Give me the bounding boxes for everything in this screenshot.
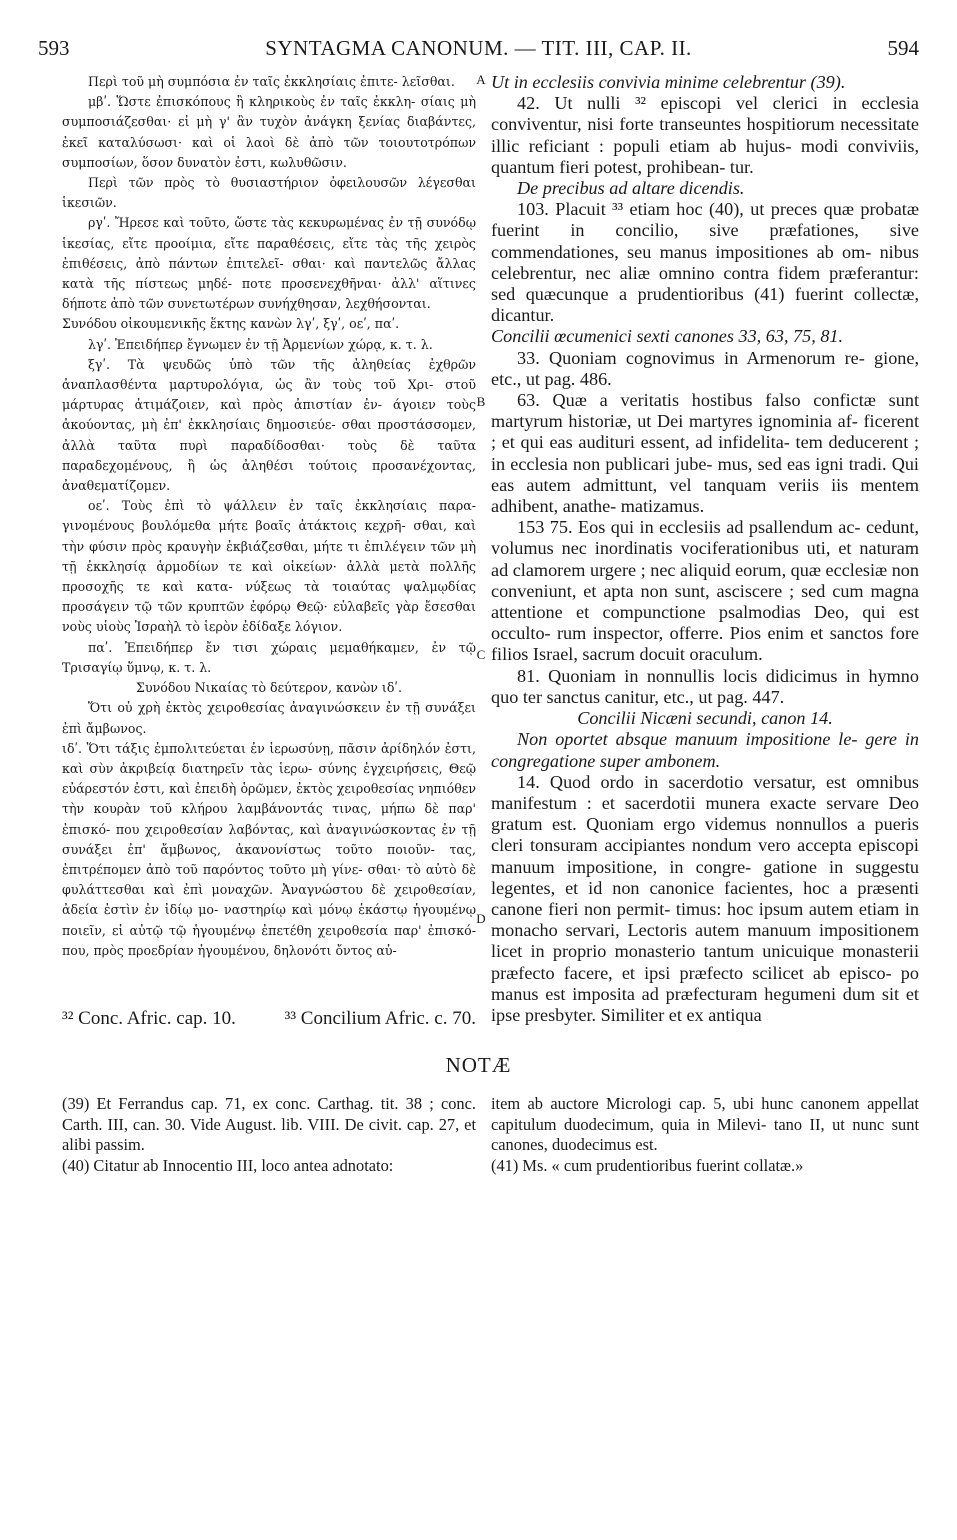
page-number-right: 594	[887, 36, 919, 60]
greek-paragraph: οεʹ. Τοὺς ἐπὶ τὸ ψάλλειν ἐν ταῖς ἐκκλησίαις παρα- γινομένους βουλόμεθα μήτε βοαῖς ἀτάκτοις κεχρῆ- σθαι, καὶ τὴν φύσιν πρὸς κραυγὴν ἐκβιάζεσθαι, μήτε τι ἐπιλέγειν τῶν μὴ τῇ ἐκκλησίᾳ ἁρμοδίων τε καὶ οἰκείων· ἀλλὰ μετὰ πολλῆς προσοχῆς τε καὶ κατα- νύξεως τὰ τοιαύτας ψαλμῳδίας προσάγειν τῷ τῶν κρυπτῶν ἐφόρῳ Θεῷ· εὐλαβεῖς γὰρ ἔσεσθαι νοὺς υἱοὺς Ἰσραὴλ τὸ ἱερὸν ἐδίδαξε λόγιον.	[62, 498, 476, 635]
footnote-32: ³² Conc. Afric. cap. 10.	[62, 1008, 236, 1029]
latin-paragraph: 103. Placuit ³³ etiam hoc (40), ut preces quæ probatæ fuerint in concilio, sive præfationes, sive commendationes, seu manus impositiones ab om- nibus celebrentur, nec aliæ omnino contra fidem præferantur: sed quæcunque a prudentioribus (41) fuerint collectæ, dicantur.	[491, 199, 919, 326]
latin-paragraph: De precibus ad altare dicendis.	[517, 178, 745, 199]
latin-paragraph: 33. Quoniam cognovimus in Armenorum re- gione, etc., ut pag. 486.	[491, 347, 919, 389]
notes-left-column	[62, 1094, 476, 1176]
greek-paragraph: παʹ. Ἐπειδήπερ ἔν τισι χώραις μεμαθήκαμεν, ἐν τῷ Τρισαγίῳ ὕμνῳ, κ. τ. λ.	[62, 639, 476, 675]
greek-paragraph: Συνόδου οἰκουμενικῆς ἕκτης κανὼν λγʹ, ξγʹ, οεʹ, παʹ.	[62, 316, 400, 332]
greek-paragraph: Συνόδου Νικαίας τὸ δεύτερον, κανὼν ιδʹ.	[136, 680, 402, 696]
greek-paragraph: Ὅτι οὐ χρὴ ἐκτὸς χειροθεσίας ἀναγινώσκειν ἐν τῇ συνάξει ἐπὶ ἄμβωνος.	[62, 700, 476, 736]
latin-paragraph: Ut in ecclesiis convivia minime celebrentur (39).	[491, 72, 846, 92]
greek-paragraph: ξγʹ. Τὰ ψευδῶς ὑπὸ τῶν τῆς ἀληθείας ἐχθρῶν ἀναπλασθέντα μαρτυρολόγια, ὡς ἂν τοὺς τοῦ Χρι- στοῦ μάρτυρας ἀτιμάζοιεν, καὶ πρὸς ἀπιστίαν ἐν- άγοιεν τοὺς ἀκούοντας, μὴ ἐπ' ἐκκλησίαις δημοσιεύε- σθαι προστάσσομεν, ἀλλὰ ταῦτα πυρὶ παραδίδοσθαι· τοὺς δὲ ταῦτα παραδεχομένους, ἢ ὡς ἀληθέσι τούτοις προσανέχοντας, ἀναθεματίζομεν.	[62, 356, 476, 494]
note-paragraph: item ab auctore Micrologi cap. 5, ubi hunc canonem appellat capitulum duodecimum, quia in Milevi- tano II, ut nunc sunt canones, duodecimus est.	[491, 1094, 919, 1154]
note-paragraph: (39) Et Ferrandus cap. 71, ex conc. Carthag. tit. 38 ; conc. Carth. III, can. 30. Vide August. lib. VIII. De civit. cap. 27, et alibi passim.	[62, 1094, 476, 1154]
margin-marker-b: B	[476, 394, 486, 409]
note-paragraph: (40) Citatur ab Innocentio III, loco antea adnotato:	[62, 1155, 394, 1175]
greek-paragraph: μβʹ. Ὥστε ἐπισκόπους ἢ κληρικοὺς ἐν ταῖς ἐκκλη- σίαις μὴ συμποσιάζεσθαι· εἰ μὴ γ' ἂν τυχὸν ἀνάγκη ξενίας διαβάντες, ἐκεῖ καταλύσωσι· καὶ οἱ λαοὶ δὲ ἀπὸ τῶν τοιουτοτρόπων συμποσίων, ὅσον δυνατὸν ἐστι, κωλυθῶσιν.	[62, 94, 476, 170]
page-number-left: 593	[38, 36, 70, 60]
latin-paragraph: 153 75. Eos qui in ecclesiis ad psallendum ac- cedunt, volumus nec inordinatis vociferationibus uti, et naturam ad clamorem urgere ; nec aliquid eorum, quæ ecclesiæ non conveniunt, et apta non sunt, asciscere ; sed cum magna attentione et compunctione psalmodias Deo, qui est occulto- rum inspector, offerre. Pios enim et sanctos fore filios Israel, sacrum docuit oraculum.	[491, 517, 919, 665]
latin-paragraph: Concilii œcumenici sexti canones 33, 63, 75, 81.	[491, 326, 844, 347]
greek-paragraph: Περὶ τῶν πρὸς τὸ θυσιαστήριον ὀφειλουσῶν λέγεσθαι ἱκεσιῶν.	[62, 175, 476, 211]
latin-paragraph: 81. Quoniam in nonnullis locis didicimus in hymno quo ter sanctus canitur, etc., ut pag. 447.	[491, 665, 919, 707]
greek-paragraph: Περὶ τοῦ μὴ συμπόσια ἐν ταῖς ἐκκλησίαις ἐπιτε- λεῖσθαι.	[88, 74, 455, 89]
footnote-33: ³³ Concilium Afric. c. 70.	[284, 1008, 476, 1029]
latin-column	[491, 72, 919, 1026]
latin-paragraph: Non oportet absque manuum impositione le- gere in congregatione super ambonem.	[491, 729, 919, 771]
latin-paragraph: Concilii Nicæni secundi, canon 14.	[577, 708, 833, 729]
page-header	[38, 36, 919, 62]
notes-right-column	[491, 1094, 919, 1176]
greek-column	[62, 72, 476, 961]
footnotes	[62, 1008, 922, 1030]
greek-paragraph: λγʹ. Ἐπειδήπερ ἔγνωμεν ἐν τῇ Ἀρμενίων χώρᾳ, κ. τ. λ.	[88, 336, 433, 352]
greek-paragraph: ργʹ. Ἤρεσε καὶ τοῦτο, ὥστε τὰς κεκυρωμένας ἐν τῇ συνόδῳ ἱκεσίας, εἴτε προοίμια, εἴτε παραθέσεις, εἴτε τὰς τῆς χειρὸς ἐπιθέσεις, ἀπὸ πάντων ἐπιτελεῖ- σθαι· καὶ παντελῶς ἄλλας κατὰ τῆς πίστεως μηδέ- ποτε προσενεχθῆναι· ἀλλ' αἵτινες δήποτε ἀπὸ τῶν συνετωτέρων συνήχθησαν, λεχθήσονται.	[62, 215, 476, 312]
margin-marker-d: D	[476, 911, 486, 926]
greek-paragraph: ιδʹ. Ὅτι τάξις ἐμπολιτεύεται ἐν ἱερωσύνῃ, πᾶσιν ἀρίδηλόν ἐστι, καὶ σὺν ἀκριβείᾳ διατηρεῖν τὰς ἱερω- σύνης ἐγχειρήσεις, Θεῷ εὐάρεστόν ἐστι, καὶ ἐπειδὴ ὁρῶμεν, ἐκτὸς χειροθεσίας νηπιόθεν τὴν κουρὰν τοῦ κλήρου λαμβάνοντάς τινας, μήπω δὲ παρ' ἐπισκό- που χειροθεσίαν λαβόντας, καὶ ἀναγινώσκοντας ἐν τῇ συνάξει ἐπ' ἄμβωνος, ἀκανονίστως τοῦτο ποιοῦν- τας, ἐπιτρέπομεν ἀπὸ τοῦ παρόντος τοῦτο μὴ γίνε- σθαι· τὸ αὐτὸ δὲ φυλάττεσθαι καὶ ἐπὶ μοναχῶν. Ἀναγνώστου δὲ χειροθεσίαν, ἀδεία ἐστὶν ἐν ἰδίῳ μο- ναστηρίῳ καὶ μόνῳ ἑκάστῳ ἡγουμένῳ ποιεῖν, εἰ αὐτῷ τῷ ἡγουμένῳ ἐπετέθη χειροθεσία παρ' ἐπισκό- που, πρὸς προεδρίαν ἡγουμένου, δηλονότι ὄντος αὐ-	[62, 740, 476, 958]
note-paragraph: (41) Ms. « cum prudentioribus fuerint collatæ.»	[491, 1155, 804, 1175]
notae-heading: NOTÆ	[445, 1053, 512, 1077]
running-title: SYNTAGMA CANONUM. — TIT. III, CAP. II.	[265, 36, 692, 60]
margin-marker-c: C	[476, 647, 486, 662]
latin-paragraph: 63. Quæ a veritatis hostibus falso confictæ sunt martyrum historiæ, ut Dei martyres ignominia af- ficerent ; et qui eas audituri essent, ad infidelita- tem deducerent ; in ecclesia non publicari jube- mus, sed eas igni tradi. Qui eas autem admittunt, vel tanquam veriis iis mentem adhibent, anathe- matizamus.	[491, 390, 919, 517]
latin-paragraph: 42. Ut nulli ³² episcopi vel clerici in ecclesia conviventur, nisi forte transeuntes hospitiorum necessitate illic reficiant : populi etiam ab hujus- modi conviviis, quantum fieri potest, prohibean- tur.	[491, 93, 919, 177]
margin-marker-a: A	[476, 72, 486, 87]
latin-paragraph: 14. Quod ordo in sacerdotio versatur, est omnibus manifestum : et sacerdotii munera exacte servare Deo gratum est. Quoniam ergo videmus nonnullos a pueris cleri tonsuram accipiantes nondum vero accepta episcopi manuum impositione, in congre- gatione in suggestu legentes, et id non canonice facientes, hoc a præsenti canone fieri non permit- timus: hoc ipsum autem etiam in monacho servari, Lectoris autem manuum impositionem licet in proprio monasterio tantum unicuique monasterii præfecto facere, et ipsi præfecto scilicet ab episco- po manus est imposita ad præfecturam hegumeni dum sit et ipse presbyter. Similiter et ex antiqua	[491, 771, 919, 1025]
